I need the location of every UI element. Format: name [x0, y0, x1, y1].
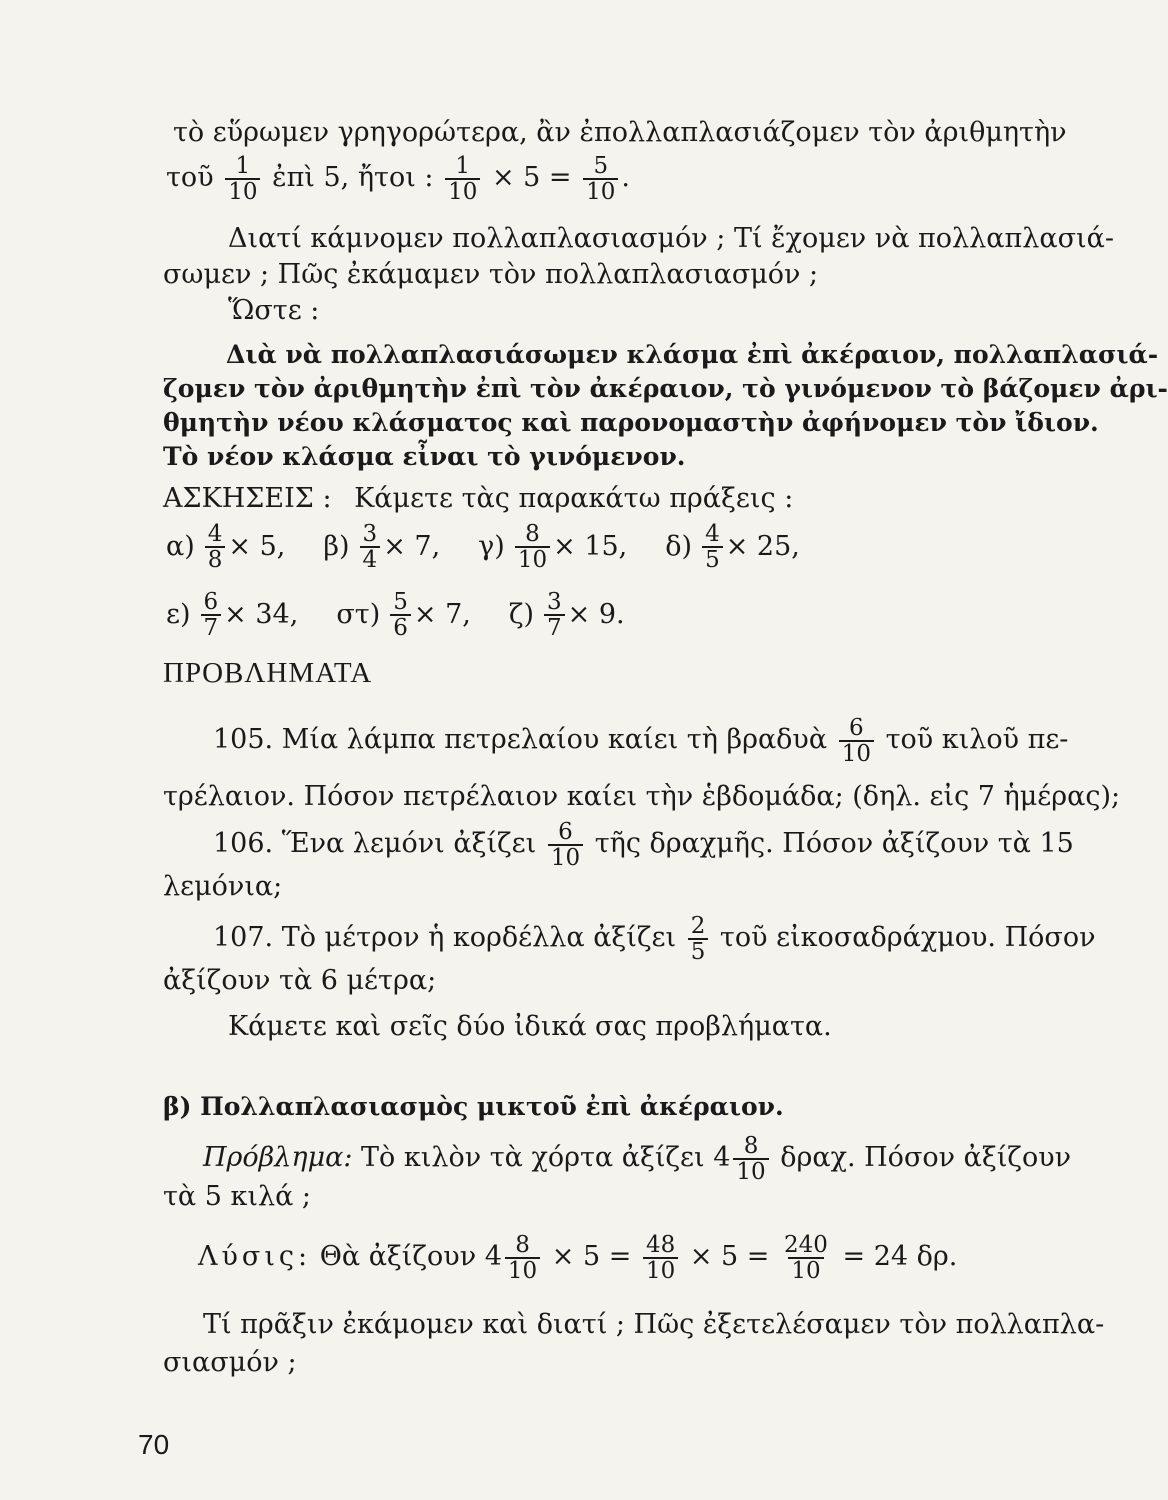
- exercise-operation: × 9.: [567, 599, 625, 630]
- exercise-fraction: $\frac{8}{10}$: [515, 522, 550, 572]
- problem-107-cont: ἀξίζουν τὰ 6 μέτρα;: [163, 965, 437, 996]
- exercises-row-1: [166, 522, 838, 572]
- row2-exercise-2: [336, 590, 471, 640]
- problem-107: 107. Τὸ μέτρον ἡ κορδέλλα ἀξίζει $\frac{2}{5}$ τοῦ εἰκοσαδράχμου. Πόσον: [213, 912, 1096, 965]
- section-b-problem-cont: τὰ 5 κιλά ;: [163, 1181, 311, 1212]
- exercise-label: β): [323, 531, 350, 562]
- exercise-fraction: $\frac{4}{8}$: [205, 522, 226, 572]
- section-b-problem: Πρόβλημα: Τὸ κιλὸν τὰ χόρτα ἀξίζει 4 $\frac{8}{10}$ δραχ. Πόσον ἀξίζουν: [203, 1132, 1072, 1185]
- fraction-1-10-a: $\frac{1}{10}$: [225, 154, 260, 204]
- intro-line-2: τοῦ $\frac{1}{10}$ ἐπὶ 5, ἤτοι : $\frac{1}{10}$ × 5 = $\frac{5}{10}$ .: [166, 152, 630, 205]
- rule-line-4: Τὸ νέον κλάσμα εἶναι τὸ γινόμενον.: [163, 442, 686, 471]
- own-problems-line: Κάμετε καὶ σεῖς δύο ἰδικά σας προβλήματα.: [228, 1011, 832, 1042]
- problems-heading: ΠΡΟΒΛΗΜΑΤΑ: [163, 657, 373, 689]
- row2-exercise-1: [166, 590, 298, 640]
- intro-line-2-pre: τοῦ: [166, 162, 214, 193]
- intro-line-2-mid: ἐπὶ 5, ἤτοι :: [272, 162, 434, 193]
- exercise-fraction: $\frac{4}{5}$: [702, 522, 723, 572]
- intro-line-4: σωμεν ; Πῶς ἐκάμαμεν τὸν πολλαπλασιασμόν ;: [163, 259, 819, 290]
- exercises-header: [163, 482, 793, 516]
- exercise-operation: × 34,: [224, 599, 299, 630]
- fraction-5-10: $\frac{5}{10}$: [583, 154, 618, 204]
- question-line-2: σιασμόν ;: [163, 1347, 297, 1378]
- page-number: 70: [138, 1429, 170, 1460]
- intro-line-2-op: × 5 =: [491, 162, 572, 193]
- exercise-label: στ): [336, 599, 381, 630]
- fraction-2-5: $\frac{2}{5}$: [688, 914, 709, 964]
- rule-line-1: Διὰ νὰ πολλαπλασιάσωμεν κλάσμα ἐπὶ ἀκέραιον, πολλαπλασιά-: [226, 340, 1159, 369]
- exercises-instruction: Κάμετε τὰς παρακάτω πράξεις :: [354, 483, 794, 514]
- problem-106: 106. Ἕνα λεμόνι ἀξίζει $\frac{6}{10}$ τῆς δραχμῆς. Πόσον ἀξίζουν τὰ 15: [213, 818, 1074, 871]
- fraction-8-10-a: $\frac{8}{10}$: [733, 1134, 768, 1184]
- fraction-1-10-b: $\frac{1}{10}$: [445, 154, 480, 204]
- section-b-heading: β) Πολλαπλασιασμὸς μικτοῦ ἐπὶ ἀκέραιον.: [163, 1092, 784, 1121]
- question-line-1: Τί πρᾶξιν ἐκάμομεν καὶ διατί ; Πῶς ἐξετελέσαμεν τὸν πολλαπλα-: [203, 1309, 1105, 1340]
- exercise-label: α): [166, 531, 195, 562]
- solution-label: Λύσις:: [198, 1241, 312, 1272]
- problem-105-cont: τρέλαιον. Πόσον πετρέλαιον καίει τὴν ἑβδομάδα; (δηλ. εἰς 7 ἡμέρας);: [163, 781, 1121, 812]
- row1-exercise-1: [166, 522, 285, 572]
- solution-line: Λύσις: Θὰ ἀξίζουν 4 $\frac{8}{10}$ × 5 = $\frac{48}{10}$ × 5 = $\frac{240}{10}$ = 24 δρ.: [198, 1231, 958, 1284]
- fraction-8-10-b: $\frac{8}{10}$: [505, 1233, 540, 1283]
- exercise-operation: × 7,: [413, 599, 471, 630]
- exercises-label: ΑΣΚΗΣΕΙΣ :: [163, 483, 332, 514]
- exercise-fraction: $\frac{6}{7}$: [201, 590, 222, 640]
- problem-106-cont: λεμόνια;: [163, 871, 283, 902]
- exercise-operation: × 25,: [725, 531, 800, 562]
- row1-exercise-4: [665, 522, 800, 572]
- exercise-fraction: $\frac{3}{7}$: [544, 590, 565, 640]
- row1-exercise-2: [323, 522, 440, 572]
- rule-line-2: ζομεν τὸν ἀριθμητὴν ἐπὶ τὸν ἀκέραιον, τὸ γινόμενον τὸ βάζομεν ἀρι-: [163, 374, 1168, 403]
- fraction-240-10: $\frac{240}{10}$: [784, 1231, 828, 1284]
- exercise-fraction: $\frac{5}{6}$: [390, 590, 411, 640]
- intro-line-3: Διατί κάμνομεν πολλαπλασιασμόν ; Τί ἔχομεν νὰ πολλαπλασιά-: [228, 223, 1114, 254]
- fraction-6-10-a: $\frac{6}{10}$: [839, 716, 874, 766]
- exercise-operation: × 5,: [228, 531, 286, 562]
- row2-exercise-3: [509, 590, 625, 640]
- exercise-label: ε): [166, 599, 191, 630]
- row1-exercise-3: [478, 522, 627, 572]
- intro-line-1: τὸ εὕρωμεν γρηγορώτερα, ἂν ἐπολλαπλασιάζομεν τὸν ἀριθμητὴν: [173, 117, 1067, 148]
- fraction-6-10-b: $\frac{6}{10}$: [548, 820, 583, 870]
- problem-label: Πρόβλημα:: [203, 1142, 353, 1173]
- exercise-label: γ): [478, 531, 505, 562]
- intro-line-5: Ὥστε :: [228, 295, 320, 326]
- exercise-fraction: $\frac{3}{4}$: [360, 522, 381, 572]
- rule-line-3: θμητὴν νέου κλάσματος καὶ παρονομαστὴν ἀφήνομεν τὸν ἴδιον.: [163, 408, 1099, 437]
- exercise-label: δ): [665, 531, 693, 562]
- fraction-48-10: $\frac{48}{10}$: [643, 1233, 678, 1283]
- exercises-row-2: [166, 590, 663, 640]
- exercise-operation: × 15,: [553, 531, 628, 562]
- exercise-operation: × 7,: [383, 531, 441, 562]
- problem-105: 105. Μία λάμπα πετρελαίου καίει τὴ βραδυὰ $\frac{6}{10}$ τοῦ κιλοῦ πε-: [213, 714, 1069, 767]
- exercise-label: ζ): [508, 599, 535, 630]
